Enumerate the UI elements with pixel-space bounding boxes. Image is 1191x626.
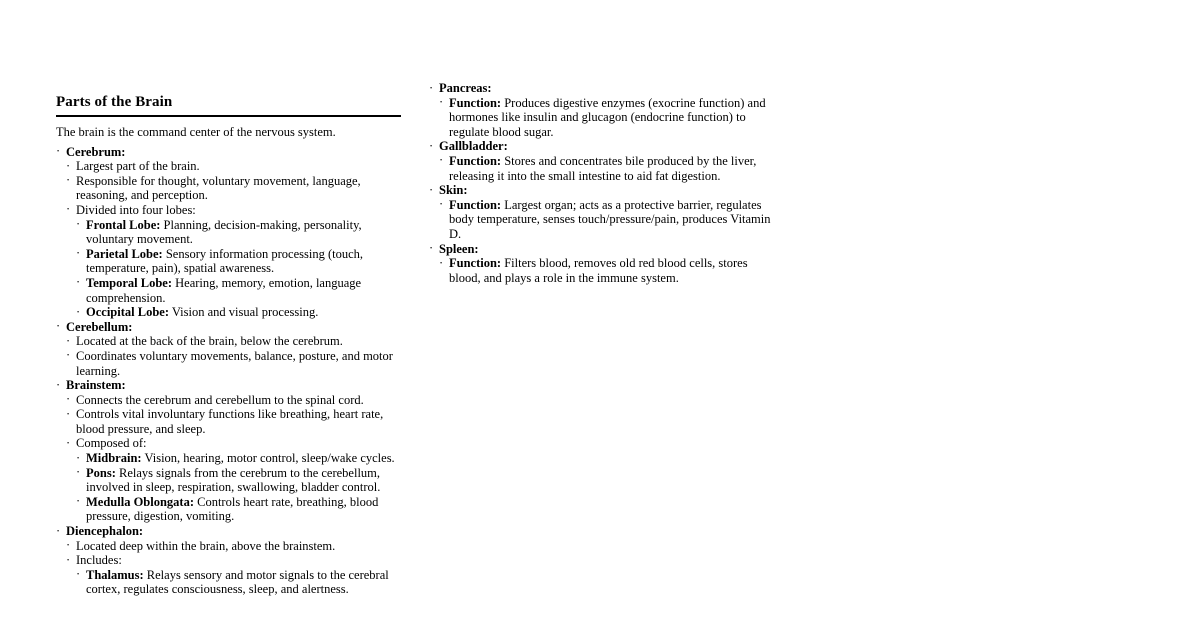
bullet-icon: · bbox=[429, 80, 434, 95]
bullet-icon: · bbox=[76, 494, 81, 509]
item-text: Located deep within the brain, above the brainstem. bbox=[76, 538, 336, 553]
list-item bbox=[76, 247, 402, 276]
bullet-icon: · bbox=[439, 197, 444, 212]
item-label: Gallbladder: bbox=[439, 139, 508, 154]
item-text: Controls heart rate, breathing, blood pressure, digestion, vomiting. bbox=[86, 494, 379, 524]
brain-parts-list bbox=[56, 145, 402, 597]
list-item bbox=[429, 242, 774, 286]
list-item bbox=[76, 451, 402, 466]
item-text: Hearing, memory, emotion, language comprehension. bbox=[86, 275, 362, 305]
sublist bbox=[76, 451, 402, 524]
list-item bbox=[56, 320, 402, 378]
sublist bbox=[439, 154, 774, 183]
list-item bbox=[66, 539, 402, 554]
item-text: Controls vital involuntary functions like breathing, heart rate, blood pressure, and sleep. bbox=[76, 407, 384, 436]
sublist bbox=[76, 218, 402, 320]
bullet-icon: · bbox=[429, 182, 434, 197]
item-text: Planning, decision-making, personality, voluntary movement. bbox=[86, 217, 362, 247]
item-text: Divided into four lobes: bbox=[76, 202, 196, 217]
bullet-icon: · bbox=[439, 153, 444, 168]
item-label: Thalamus: bbox=[86, 567, 144, 582]
bullet-icon: · bbox=[76, 246, 81, 261]
list-item bbox=[76, 276, 402, 305]
bullet-icon: · bbox=[56, 377, 61, 392]
list-item bbox=[56, 378, 402, 524]
item-text: Responsible for thought, voluntary movement, language, reasoning, and perception. bbox=[76, 173, 361, 203]
list-item bbox=[439, 154, 774, 183]
title-divider bbox=[56, 115, 401, 117]
bullet-icon: · bbox=[66, 552, 71, 567]
list-item bbox=[76, 305, 402, 320]
left-column bbox=[56, 0, 402, 597]
bullet-icon: · bbox=[76, 567, 81, 582]
bullet-icon: · bbox=[66, 333, 71, 348]
list-item bbox=[439, 96, 774, 140]
item-text: Filters blood, removes old red blood cells, stores blood, and plays a role in the immune system. bbox=[449, 256, 748, 285]
item-label: Function: bbox=[449, 256, 502, 271]
item-label: Medulla Oblongata: bbox=[86, 494, 194, 509]
list-item bbox=[66, 553, 402, 597]
bullet-icon: · bbox=[66, 538, 71, 553]
sublist bbox=[439, 198, 774, 242]
item-label: Parietal Lobe: bbox=[86, 246, 163, 261]
item-label: Pons: bbox=[86, 465, 116, 480]
sublist bbox=[66, 159, 402, 320]
sublist bbox=[439, 96, 774, 140]
item-text: Composed of: bbox=[76, 436, 147, 451]
item-label: Diencephalon: bbox=[66, 524, 144, 539]
list-item bbox=[66, 349, 402, 378]
bullet-icon: · bbox=[56, 144, 61, 159]
item-text: Includes: bbox=[76, 553, 122, 568]
item-label: Function: bbox=[449, 95, 502, 110]
item-label: Function: bbox=[449, 197, 502, 212]
item-label: Brainstem: bbox=[66, 378, 126, 393]
item-label: Midbrain: bbox=[86, 451, 142, 466]
item-text: Produces digestive enzymes (exocrine function) and hormones like insulin and glucagon (endocrine function) to regulate blood sugar. bbox=[449, 95, 766, 139]
list-item bbox=[76, 466, 402, 495]
item-label: Spleen: bbox=[439, 241, 479, 256]
bullet-icon: · bbox=[439, 255, 444, 270]
sublist bbox=[439, 256, 774, 285]
list-item bbox=[66, 159, 402, 174]
list-item bbox=[66, 407, 402, 436]
item-label: Temporal Lobe: bbox=[86, 275, 172, 290]
sublist bbox=[66, 393, 402, 524]
item-text: Vision, hearing, motor control, sleep/wake cycles. bbox=[141, 451, 395, 466]
list-item bbox=[66, 436, 402, 524]
item-text: Relays sensory and motor signals to the cerebral cortex, regulates consciousness, sleep, and alertness. bbox=[86, 567, 389, 597]
item-text: Stores and concentrates bile produced by the liver, releasing it into the small intestine to aid fat digestion. bbox=[449, 153, 757, 183]
sublist bbox=[66, 334, 402, 378]
bullet-icon: · bbox=[56, 319, 61, 334]
item-text: Largest part of the brain. bbox=[76, 159, 200, 174]
bullet-icon: · bbox=[66, 435, 71, 450]
list-item bbox=[66, 393, 402, 408]
item-text: Sensory information processing (touch, temperature, pain), spatial awareness. bbox=[86, 246, 364, 276]
item-label: Cerebrum: bbox=[66, 144, 126, 159]
list-item bbox=[429, 183, 774, 241]
sublist bbox=[76, 568, 402, 597]
item-label: Cerebellum: bbox=[66, 319, 133, 334]
bullet-icon: · bbox=[66, 406, 71, 421]
list-item bbox=[56, 524, 402, 597]
bullet-icon: · bbox=[76, 450, 81, 465]
list-item bbox=[66, 203, 402, 320]
item-label: Pancreas: bbox=[439, 81, 492, 95]
list-item bbox=[439, 256, 774, 285]
item-text: Largest organ; acts as a protective barrier, regulates body temperature, senses touch/pressure/pain, produces Vitamin D. bbox=[449, 197, 771, 241]
item-label: Skin: bbox=[439, 183, 468, 198]
bullet-icon: · bbox=[76, 275, 81, 290]
list-item bbox=[76, 495, 402, 524]
item-text: Connects the cerebrum and cerebellum to the spinal cord. bbox=[76, 392, 364, 407]
bullet-icon: · bbox=[66, 158, 71, 173]
bullet-icon: · bbox=[439, 95, 444, 110]
bullet-icon: · bbox=[56, 523, 61, 538]
bullet-icon: · bbox=[76, 465, 81, 480]
intro-paragraph: The brain is the command center of the nervous system. bbox=[56, 125, 336, 139]
page-title: Parts of the Brain bbox=[56, 94, 173, 110]
list-item bbox=[439, 198, 774, 242]
list-item bbox=[66, 334, 402, 349]
bullet-icon: · bbox=[76, 217, 81, 232]
list-item bbox=[66, 174, 402, 203]
right-column bbox=[429, 0, 774, 285]
organs-list bbox=[429, 81, 774, 285]
bullet-icon: · bbox=[66, 392, 71, 407]
bullet-icon: · bbox=[66, 348, 71, 363]
bullet-icon: · bbox=[429, 241, 434, 256]
item-label: Occipital Lobe: bbox=[86, 305, 169, 320]
list-item bbox=[76, 218, 402, 247]
list-item bbox=[429, 81, 774, 139]
list-item bbox=[76, 568, 402, 597]
item-label: Function: bbox=[449, 153, 502, 168]
bullet-icon: · bbox=[76, 304, 81, 319]
item-text: Vision and visual processing. bbox=[168, 305, 319, 320]
item-text: Coordinates voluntary movements, balance, posture, and motor learning. bbox=[76, 348, 393, 378]
bullet-icon: · bbox=[66, 173, 71, 188]
bullet-icon: · bbox=[429, 138, 434, 153]
item-text: Located at the back of the brain, below the cerebrum. bbox=[76, 334, 343, 349]
list-item bbox=[56, 145, 402, 320]
sublist bbox=[66, 539, 402, 597]
item-label: Frontal Lobe: bbox=[86, 217, 161, 232]
list-item bbox=[429, 139, 774, 183]
bullet-icon: · bbox=[66, 202, 71, 217]
item-text: Relays signals from the cerebrum to the cerebellum, involved in sleep, respiration, swallowing, bladder control. bbox=[86, 465, 381, 495]
